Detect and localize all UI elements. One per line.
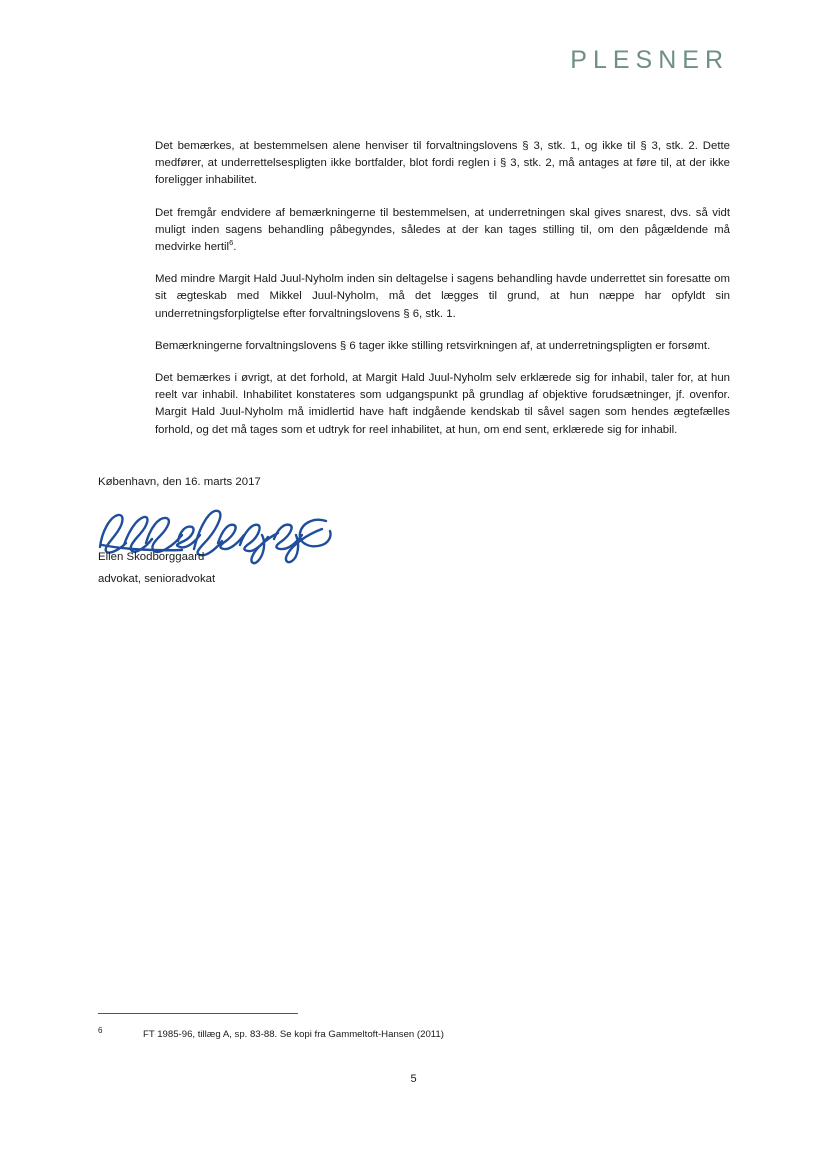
footnote-entry: 6 FT 1985-96, tillæg A, sp. 83-88. Se kopi fra Gammeltoft-Hansen (2011) [98,1025,444,1040]
paragraph-1: Det bemærkes, at bestemmelsen alene henviser til forvaltningslovens § 3, stk. 1, og ikke til § 3, stk. 2. Dette medfører, at underrettelsespligten ikke bortfalder, blot fordi reglen i § 3, stk. 2, må antages at føre til, at der ikke foreligger inhabilitet. [155,140,730,187]
paragraph-2-period: . [233,241,237,254]
paragraph-3: Med mindre Margit Hald Juul-Nyholm inden sin deltagelse i sagens behandling havde underrettet sin foresatte om sit ægteskab med Mikkel Juul-Nyholm, må det lægges til grund, at hun næppe har opfyldt sin underretningsforpligtelse efter forvaltningslovens § 6, stk. 1. [155,273,730,320]
paragraph-2-text: Det fremgår endvidere af bemærkningerne til bestemmelsen, at underretningen skal gives snarest, dvs. så vidt muligt inden sagens behandling påbegyndes, således at der kan tages stilling til, om den pågældende må medvirke hertil [155,206,730,254]
footnote-text: FT 1985-96, tillæg A, sp. 83-88. Se kopi fra Gammeltoft-Hansen (2011) [143,1029,444,1040]
footnote-marker: 6 [229,238,234,248]
plesner-logo: PLESNER [570,46,729,74]
paragraph-5: Det bemærkes i øvrigt, at det forhold, at Margit Hald Juul-Nyholm selv erklærede sig for inhabil, taler for, at hun reelt var inhabil. Inhabilitet konstateres som udgangspunkt på grundlag af objektive forudsætninger, jf. ovenfor. Margit Hald Juul-Nyholm må imidlertid have haft indgående kendskab til såvel sagen som hendes ægtefælles forhold, og det må tages som et udtryk for reel inhabilitet, at hun, om end sent, erklærede sig for inhabil. [155,372,730,436]
signature-place-date: København, den 16. marts 2017 [98,476,261,488]
document-body [155,138,730,454]
paragraph-2 [155,205,730,257]
page-number: 5 [410,1073,417,1085]
paragraph-4: Bemærkningerne forvaltningslovens § 6 tager ikke stilling retsvirkningen af, at underretningspligten er forsømt. [155,339,711,352]
footnote-separator [98,1013,298,1014]
signatory-title: advokat, senioradvokat [98,573,216,585]
signatory-name: Ellen Skodborggaard [98,551,205,563]
